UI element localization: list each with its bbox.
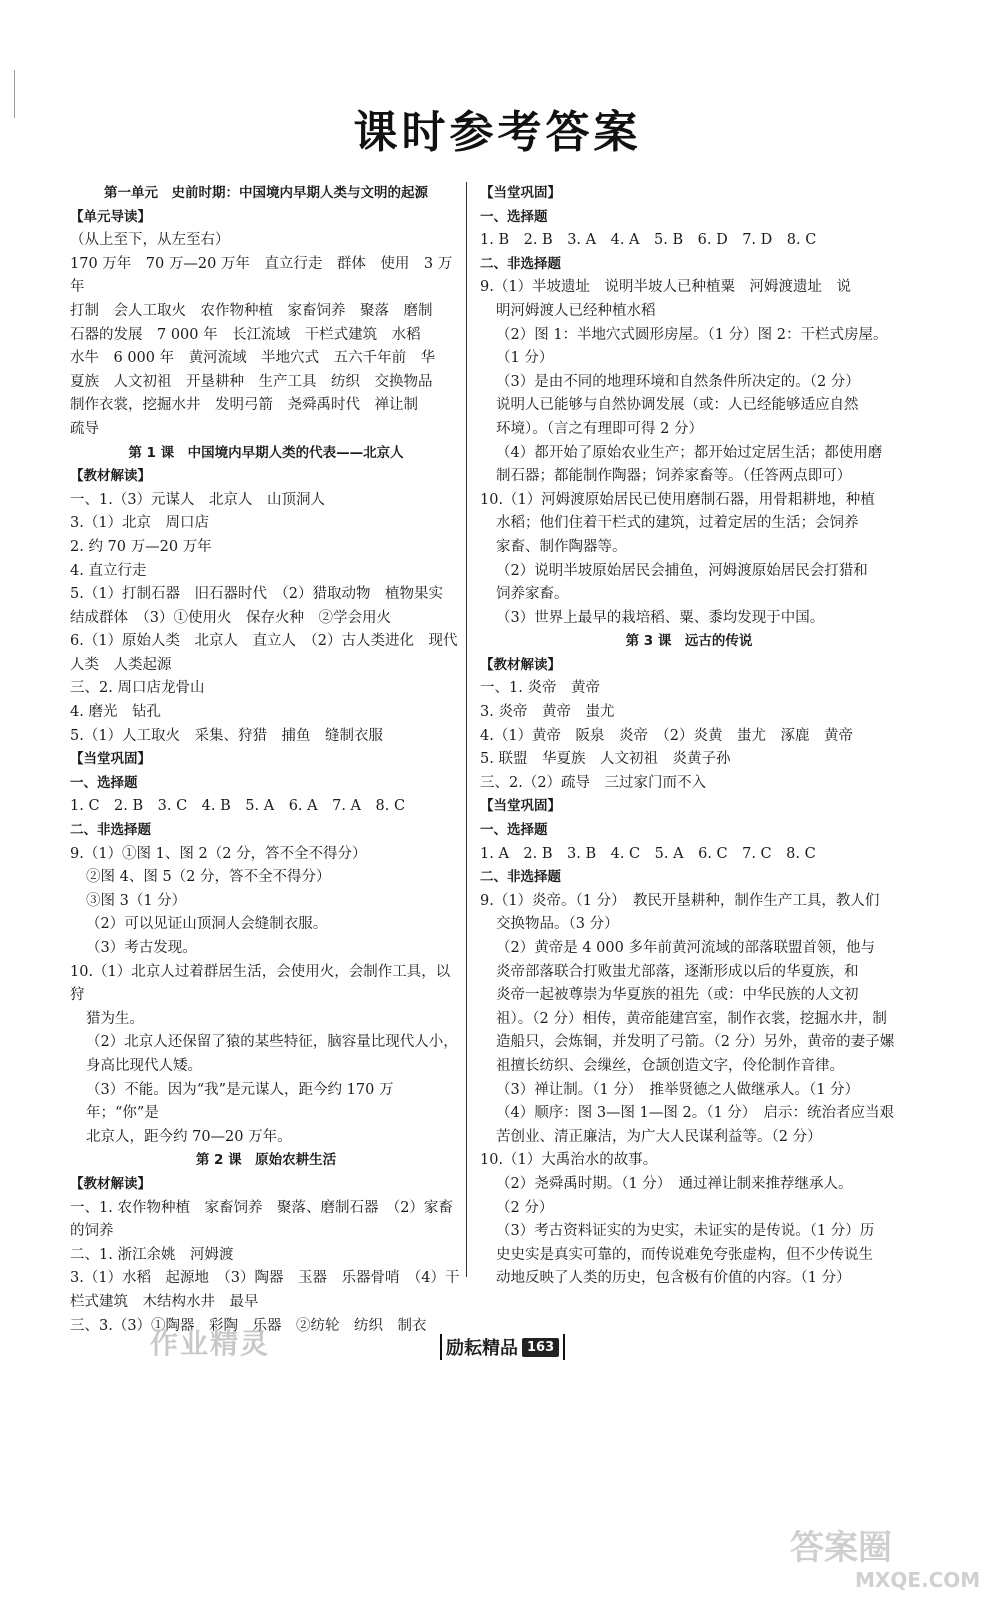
text-line: （3）考古发现。 bbox=[86, 940, 197, 956]
text-line: （1 分） bbox=[496, 350, 554, 367]
text-line: 三、2. 周口店龙骨山 bbox=[70, 680, 205, 697]
text-line: 身高比现代人矮。 bbox=[86, 1057, 202, 1074]
text-line: 苦创业、清正廉洁，为广大人民谋利益等。（2 分） bbox=[496, 1128, 822, 1145]
footer-bar-right bbox=[563, 1334, 565, 1360]
text-line: 5.（1）人工取火 采集、狩猎 捕鱼 缝制衣服 bbox=[70, 727, 384, 744]
text-line: （2）可以见证山顶洞人会缝制衣服。 bbox=[86, 916, 328, 933]
text-line: （4）顺序：图 3—图 1—图 2。（1 分） 启示：统治者应当艰 bbox=[496, 1105, 895, 1122]
text-line: 三、3.（3）①陶器 彩陶 乐器 ②纺轮 纺织 制衣 bbox=[70, 1317, 427, 1334]
watermark-url: MXQE.COM bbox=[855, 1568, 981, 1592]
text-line: 第一单元 史前时期：中国境内早期人类与文明的起源 bbox=[104, 185, 428, 201]
text-line: 结成群体 （3）①使用火 保存火种 ②学会用火 bbox=[70, 609, 391, 626]
text-line: 炎帝一起被尊崇为华夏族的祖先（或：中华民族的人文初 bbox=[496, 987, 859, 1004]
text-line: 制作衣裳，挖掘水井 发明弓箭 尧舜禹时代 禅让制 bbox=[70, 397, 418, 414]
text-line: 家畜、制作陶器等。 bbox=[496, 538, 627, 555]
text-line: 170 万年 70 万—20 万年 直立行走 群体 使用 3 万年 bbox=[70, 255, 453, 296]
text-line: （3）不能。因为“我”是元谋人，距今约 170 万年；“你”是 bbox=[86, 1081, 394, 1122]
text-line: 5. 联盟 华夏族 人文初祖 炎黄子孙 bbox=[480, 751, 731, 768]
text-line: 3.（1）北京 周口店 bbox=[70, 515, 210, 532]
watermark-left: 作业精灵 bbox=[150, 1327, 271, 1360]
text-line: 10.（1）北京人过着群居生活，会使用火，会制作工具，以狩 bbox=[70, 963, 451, 1004]
text-line: （从上至下，从左至右） bbox=[70, 232, 230, 249]
text-line: 三、2.（2）疏导 三过家门而不入 bbox=[480, 774, 707, 791]
text-line: 10.（1）大禹治水的故事。 bbox=[480, 1152, 658, 1169]
text-line: 祖擅长纺织、会缫丝，仓颉创造文字，伶伦制作音律。 bbox=[496, 1057, 844, 1074]
text-line: 人类 人类起源 bbox=[70, 656, 172, 673]
text-line: 【当堂巩固】 bbox=[480, 185, 561, 201]
text-line: 第 2 课 原始农耕生活 bbox=[195, 1152, 337, 1169]
text-line: 5.（1）打制石器 旧石器时代 （2）猎取动物 植物果实 bbox=[70, 586, 444, 603]
text-line: （3）考古资料证实的为史实，未证实的是传说。（1 分）历 bbox=[496, 1223, 875, 1240]
text-line: 一、1.（3）元谋人 北京人 山顶洞人 bbox=[70, 491, 326, 508]
text-line: 交换物品。（3 分） bbox=[496, 916, 619, 933]
text-line: 10.（1）河姆渡原始居民已使用磨制石器，用骨耜耕地，种植 bbox=[480, 491, 875, 508]
text-line: 4. 直立行走 bbox=[70, 562, 147, 579]
text-line: 二、1. 浙江余姚 河姆渡 bbox=[70, 1246, 234, 1263]
text-line: 说明人已能够与自然协调发展（或：人已经能够适应自然 bbox=[496, 397, 859, 414]
footer-bar-left bbox=[440, 1334, 442, 1360]
text-line: 1. B 2. B 3. A 4. A 5. B 6. D 7. D 8. C bbox=[480, 232, 817, 249]
text-line: 【当堂巩固】 bbox=[480, 798, 561, 815]
page-title: 课时参考答案 bbox=[353, 107, 642, 158]
text-line: （3）世界上最早的栽培稻、粟、黍均发现于中国。 bbox=[496, 609, 825, 626]
text-line: 4.（1）黄帝 阪泉 炎帝 （2）炎黄 蚩尤 涿鹿 黄帝 bbox=[480, 727, 854, 744]
text-line: 动地反映了人类的历史，包含极有价值的内容。（1 分） bbox=[496, 1270, 851, 1287]
text-line: 【教材解读】 bbox=[480, 656, 561, 673]
watermark-logo: 答案圈 bbox=[790, 1528, 892, 1568]
text-line: （2）北京人还保留了猿的某些特征，脑容量比现代人小， bbox=[86, 1034, 458, 1051]
text-line: 栏式建筑 木结构水井 最早 bbox=[70, 1293, 259, 1310]
text-line: 3.（1）水稻 起源地 （3）陶器 玉器 乐器骨哨 （4）干 bbox=[70, 1270, 460, 1287]
text-line: 的饲养 bbox=[70, 1223, 114, 1240]
text-line: 一、选择题 bbox=[480, 822, 548, 839]
text-line: 第 1 课 中国境内早期人类的代表——北京人 bbox=[128, 444, 404, 461]
text-line: 【当堂巩固】 bbox=[70, 751, 151, 768]
text-line: 猎为生。 bbox=[86, 1010, 144, 1027]
text-line: 【单元导读】 bbox=[70, 208, 151, 225]
text-line: 6.（1）原始人类 北京人 直立人 （2）古人类进化 现代 bbox=[70, 633, 458, 650]
text-line: 二、非选择题 bbox=[480, 255, 561, 272]
footer bbox=[440, 1334, 565, 1360]
text-line: 水牛 6 000 年 黄河流域 半地穴式 五六千年前 华 bbox=[70, 350, 436, 367]
text-line: 疏导 bbox=[70, 420, 99, 437]
text-line: （2）黄帝是 4 000 多年前黄河流域的部落联盟首领，他与 bbox=[496, 940, 875, 956]
column-divider bbox=[466, 182, 467, 1277]
text-line: 9.（1）炎帝。（1 分） 教民开垦耕种，制作生产工具，教人们 bbox=[480, 892, 880, 909]
text-line: 【教材解读】 bbox=[70, 1175, 151, 1192]
text-line: 一、选择题 bbox=[70, 774, 138, 791]
text-line: （2 分） bbox=[496, 1199, 554, 1216]
text-line: 一、1. 炎帝 黄帝 bbox=[480, 680, 600, 697]
text-line: （2）尧舜禹时期。（1 分） 通过禅让制来推荐继承人。 bbox=[496, 1175, 853, 1192]
text-line: 水稻；他们住着干栏式的建筑，过着定居的生活；会饲养 bbox=[496, 515, 859, 532]
text-line: 造船只，会炼铜，并发明了弓箭。（2 分）另外，黄帝的妻子嫘 bbox=[496, 1034, 895, 1051]
left-column bbox=[70, 182, 462, 1338]
text-line: 夏族 人文初祖 开垦耕种 生产工具 纺织 交换物品 bbox=[70, 373, 433, 390]
text-line: 二、非选择题 bbox=[480, 869, 561, 886]
text-line: （3）禅让制。（1 分） 推举贤德之人做继承人。（1 分） bbox=[496, 1081, 860, 1098]
text-line: 3. 炎帝 黄帝 蚩尤 bbox=[480, 704, 615, 721]
text-line: 环境）。（言之有理即可得 2 分） bbox=[496, 420, 703, 437]
text-line: 祖）。（2 分）相传，黄帝能建宫室，制作衣裳，挖掘水井，制 bbox=[496, 1010, 887, 1027]
text-line: 饲养家畜。 bbox=[496, 586, 569, 603]
text-line: 第 3 课 远古的传说 bbox=[625, 633, 753, 650]
text-line: 9.（1）半坡遗址 说明半坡人已种植粟 河姆渡遗址 说 bbox=[480, 279, 852, 296]
page-number: 163 bbox=[522, 1338, 559, 1357]
right-column bbox=[480, 182, 898, 1291]
footer-brand: 励耘精品 bbox=[446, 1338, 518, 1359]
text-line: 1. A 2. B 3. B 4. C 5. A 6. C 7. C 8. C bbox=[480, 845, 816, 862]
text-line: 制石器；都能制作陶器；饲养家畜等。（任答两点即可） bbox=[496, 468, 852, 485]
text-line: 一、1. 农作物种植 家畜饲养 聚落、磨制石器 （2）家畜 bbox=[70, 1199, 453, 1216]
text-line: （3）是由不同的地理环境和自然条件所决定的。（2 分） bbox=[496, 373, 860, 390]
text-line: 炎帝部落联合打败蚩尤部落，逐渐形成以后的华夏族，和 bbox=[496, 963, 859, 980]
text-line: ②图 4、图 5（2 分，答不全不得分） bbox=[86, 869, 331, 886]
text-line: 打制 会人工取火 农作物种植 家畜饲养 聚落 磨制 bbox=[70, 302, 433, 319]
text-line: （2）说明半坡原始居民会捕鱼，河姆渡原始居民会打猎和 bbox=[496, 562, 868, 579]
text-line: （2）图 1：半地穴式圆形房屋。（1 分）图 2：干栏式房屋。 bbox=[496, 326, 888, 343]
text-line: 史史实是真实可靠的，而传说难免夸张虚构，但不少传说生 bbox=[496, 1246, 873, 1263]
text-line: 石器的发展 7 000 年 长江流域 干栏式建筑 水稻 bbox=[70, 326, 421, 343]
text-line: 【教材解读】 bbox=[70, 468, 151, 485]
text-line: （4）都开始了原始农业生产；都开始过定居生活；都使用磨 bbox=[496, 444, 883, 461]
text-line: 二、非选择题 bbox=[70, 822, 151, 839]
text-line: 4. 磨光 钻孔 bbox=[70, 704, 161, 721]
text-line: 1. C 2. B 3. C 4. B 5. A 6. A 7. A 8. C bbox=[70, 798, 406, 815]
text-line: 北京人，距今约 70—20 万年。 bbox=[86, 1128, 292, 1145]
text-line: 2. 约 70 万—20 万年 bbox=[70, 538, 212, 555]
text-line: ③图 3（1 分） bbox=[86, 892, 187, 909]
text-line: 一、选择题 bbox=[480, 208, 548, 225]
text-line: 9.（1）①图 1、图 2（2 分，答不全不得分） bbox=[70, 845, 367, 862]
text-line: 明河姆渡人已经种植水稻 bbox=[496, 302, 656, 319]
